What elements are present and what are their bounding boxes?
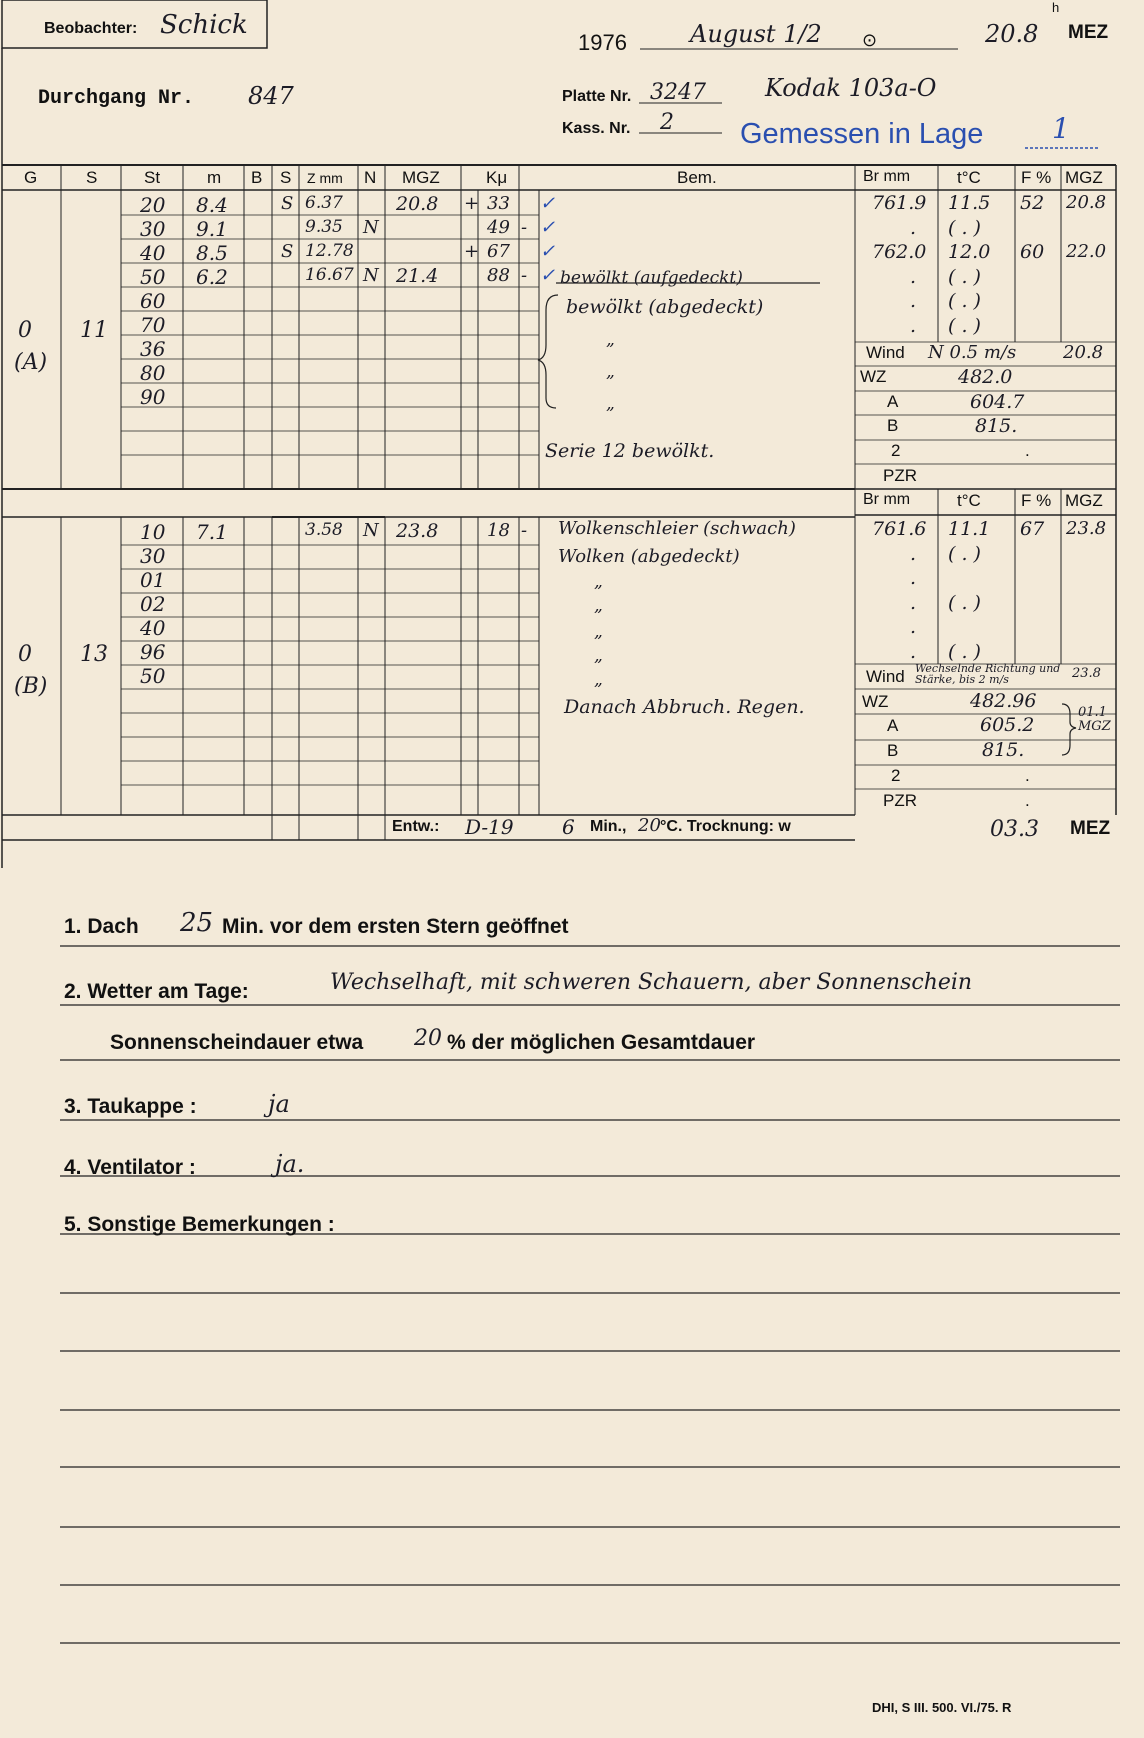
block-b-col-f: F %: [1021, 491, 1052, 510]
note-2b-rest: % der möglichen Gesamtdauer: [447, 1031, 756, 1054]
block-b-g: 0: [18, 642, 32, 667]
block-a-g: 0: [18, 318, 32, 343]
col-mgz2: MGZ: [1065, 168, 1103, 187]
row-k-cell: 18: [487, 520, 510, 541]
block-b-remark-7: „: [594, 670, 603, 690]
weather-br-cell: 761.9: [872, 192, 927, 214]
weather-br-cell: .: [910, 314, 917, 337]
transit-value: 847: [248, 82, 294, 110]
block-b-col-t: t°C: [957, 491, 981, 510]
block-a-s: 11: [80, 318, 108, 343]
block-b-bracket-note: 01.1 MGZ: [1078, 705, 1111, 734]
col-bem: Bem.: [677, 168, 717, 187]
row-st-cell: 02: [140, 592, 166, 616]
row-sign2-cell: -: [521, 520, 528, 541]
weather-br-cell: .: [910, 567, 917, 589]
block-b-b-value: 815.: [982, 739, 1025, 761]
weather-t-cell: ( . ): [948, 265, 981, 288]
block-b-g-sub: (B): [14, 674, 48, 699]
row-m-cell: 6.2: [196, 265, 228, 289]
row-m-cell: 9.1: [196, 217, 228, 241]
note-1-label: 1. Dach: [64, 915, 139, 938]
col-zmm: Z mm: [307, 170, 343, 186]
note-4-value: ja.: [275, 1150, 305, 1178]
row-st-cell: 96: [140, 640, 166, 664]
row-st-cell: 40: [140, 616, 166, 640]
row-k-cell: 67: [487, 241, 510, 262]
row-st-cell: 80: [140, 361, 166, 385]
entw-min: 6: [562, 815, 575, 839]
row-st-cell: 50: [140, 265, 166, 289]
form-code: DHI, S III. 500. VI./75. R: [872, 1700, 1012, 1715]
row-st-cell: 01: [140, 568, 166, 592]
weather-br-cell: .: [910, 591, 917, 614]
plate-film: Kodak 103a-O: [765, 74, 937, 102]
block-a-b-label: B: [887, 416, 899, 435]
block-b-two-value: .: [1025, 766, 1030, 785]
block-a-remark-6: Serie 12 bewölkt.: [545, 440, 715, 462]
block-a-remark-5: „: [606, 394, 615, 414]
note-3-value: ja: [268, 1090, 290, 1118]
block-a-wind-mgz: 20.8: [1063, 342, 1104, 363]
row-sign2-cell: -: [521, 265, 528, 286]
row-st-cell: 20: [140, 193, 166, 217]
block-b-col-br: Br mm: [863, 491, 911, 508]
weather-t-cell: ( . ): [948, 290, 981, 312]
block-a-a-label: A: [887, 392, 899, 411]
note-5-label: 5. Sonstige Bemerkungen :: [64, 1213, 335, 1236]
row-z-cell: 9.35: [305, 217, 343, 237]
row-st-cell: 90: [140, 385, 166, 409]
weather-t-cell: ( . ): [948, 640, 981, 663]
time-unit: h: [1052, 0, 1060, 15]
block-b-remark-5: „: [594, 622, 603, 642]
weather-t-cell: 12.0: [948, 241, 991, 263]
col-m: m: [207, 168, 222, 187]
block-b-pzr-label: PZR: [883, 791, 917, 810]
weather-br-cell: .: [910, 616, 917, 638]
weather-t-cell: ( . ): [948, 542, 981, 565]
block-a-pzr-label: PZR: [883, 466, 917, 485]
col-s: S: [86, 168, 98, 187]
block-b-wz-value: 482.96: [970, 690, 1037, 712]
row-check-cell: ✓: [540, 193, 556, 214]
block-b-two-label: 2: [891, 766, 901, 785]
weather-mgz-cell: 23.8: [1066, 518, 1107, 539]
col-st: St: [144, 168, 161, 187]
weather-br-cell: 761.6: [872, 518, 927, 540]
row-st-cell: 40: [140, 241, 166, 265]
block-a-remark-3: „: [606, 330, 615, 350]
row-m-cell: 7.1: [196, 520, 228, 544]
row-k-cell: 33: [487, 193, 510, 214]
row-sign-cell: +: [464, 193, 480, 214]
entw-temp: 20: [638, 815, 661, 836]
entw-temp-label: °C. Trocknung: w: [660, 818, 791, 835]
col-t: t°C: [957, 168, 981, 187]
note-3-label: 3. Taukappe :: [64, 1095, 197, 1118]
block-a-wind-value: N 0.5 m/s: [928, 342, 1017, 363]
sun-symbol: ⊙: [862, 30, 878, 50]
weather-t-cell: 11.5: [948, 192, 991, 214]
weather-br-cell: .: [910, 640, 917, 663]
row-st-cell: 36: [140, 337, 166, 361]
row-z-cell: 16.67: [305, 265, 354, 285]
block-b-col-mgz: MGZ: [1065, 491, 1103, 510]
weather-t-cell: 11.1: [948, 518, 991, 540]
cassette-value: 2: [660, 110, 674, 135]
row-sign2-cell: -: [521, 217, 528, 238]
end-time: 03.3: [990, 817, 1039, 842]
block-b-pzr-value: .: [1025, 791, 1030, 810]
note-1-rest: Min. vor dem ersten Stern geöffnet: [222, 915, 569, 938]
row-mgz-cell: 23.8: [396, 520, 439, 542]
measured-label: Gemessen in Lage: [740, 118, 984, 150]
block-a-g-sub: (A): [14, 350, 48, 375]
measured-value: 1: [1052, 112, 1070, 145]
plate-label: Platte Nr.: [562, 88, 632, 105]
block-b-wind-label: Wind: [866, 667, 905, 686]
col-kmu: Kμ: [486, 168, 508, 187]
weather-br-cell: .: [910, 290, 917, 312]
weather-f-cell: 60: [1020, 241, 1045, 263]
cassette-label: Kass. Nr.: [562, 120, 631, 137]
row-m-cell: 8.4: [196, 193, 228, 217]
block-b-remark-8: Danach Abbruch. Regen.: [564, 696, 805, 718]
row-st-cell: 60: [140, 289, 166, 313]
row-z-cell: 3.58: [305, 520, 343, 540]
col-n: N: [364, 168, 377, 187]
block-b-wind-value: Wechselnde Richtung und Stärke, bis 2 m/s: [915, 662, 1061, 686]
note-1-value: 25: [180, 908, 214, 938]
transit-label: Durchgang Nr.: [38, 87, 195, 110]
row-s-cell: S: [281, 193, 294, 214]
entw-min-label: Min.,: [590, 818, 627, 835]
end-tz: MEZ: [1070, 818, 1111, 839]
block-b-s: 13: [80, 642, 108, 667]
block-a-two-label: 2: [891, 441, 901, 460]
weather-br-cell: .: [910, 265, 917, 288]
row-n-cell: N: [363, 265, 379, 286]
note-2b-label: Sonnenscheindauer etwa: [110, 1031, 364, 1054]
row-check-cell: ✓: [540, 241, 556, 262]
row-z-cell: 12.78: [305, 241, 354, 261]
block-a-remark-4: „: [606, 362, 615, 382]
row-k-cell: 88: [487, 265, 510, 286]
block-a-remark-1: bewölkt (aufgedeckt): [560, 268, 743, 288]
observer-value: Schick: [160, 10, 248, 40]
entw-label: Entw.:: [392, 818, 440, 835]
weather-f-cell: 67: [1020, 518, 1045, 540]
weather-mgz-cell: 22.0: [1066, 241, 1107, 262]
weather-t-cell: ( . ): [948, 591, 981, 614]
block-b-wz-label: WZ: [862, 692, 889, 711]
row-st-cell: 50: [140, 664, 166, 688]
row-k-cell: 49: [487, 217, 510, 238]
weather-br-cell: 762.0: [872, 241, 927, 263]
block-b-remark-2: Wolken (abgedeckt): [558, 546, 740, 567]
col-f: F %: [1021, 168, 1052, 187]
weather-f-cell: 52: [1020, 192, 1045, 214]
row-m-cell: 8.5: [196, 241, 228, 265]
block-a-wind-label: Wind: [866, 343, 905, 362]
block-b-remark-6: „: [594, 646, 603, 666]
row-st-cell: 10: [140, 520, 166, 544]
row-mgz-cell: 21.4: [396, 265, 439, 287]
row-s-cell: S: [281, 241, 294, 262]
entw-value: D-19: [465, 815, 514, 839]
block-a-two-value: .: [1025, 441, 1030, 460]
row-check-cell: ✓: [540, 217, 556, 238]
row-mgz-cell: 20.8: [396, 193, 439, 215]
row-st-cell: 30: [140, 217, 166, 241]
row-st-cell: 70: [140, 313, 166, 337]
plate-value: 3247: [650, 80, 706, 105]
block-a-a-value: 604.7: [970, 391, 1025, 413]
weather-br-cell: .: [910, 216, 917, 239]
block-b-b-label: B: [887, 741, 899, 760]
col-b: B: [251, 168, 263, 187]
block-a-b-value: 815.: [975, 415, 1018, 437]
note-2-value: Wechselhaft, mit schweren Schauern, aber Sonnenschein: [330, 970, 973, 995]
weather-t-cell: ( . ): [948, 314, 981, 337]
block-b-remark-4: „: [594, 596, 603, 616]
block-b-a-label: A: [887, 716, 899, 735]
block-a-remark-2: bewölkt (abgedeckt): [566, 296, 764, 318]
row-n-cell: N: [363, 217, 379, 238]
note-2-label: 2. Wetter am Tage:: [64, 980, 249, 1003]
row-z-cell: 6.37: [305, 193, 343, 213]
block-b-remark-1: Wolkenschleier (schwach): [558, 518, 796, 539]
block-a-wz-label: WZ: [860, 367, 887, 386]
observer-label: Beobachter:: [44, 20, 138, 37]
weather-t-cell: ( . ): [948, 216, 981, 239]
col-g: G: [24, 168, 38, 187]
weather-mgz-cell: 20.8: [1066, 192, 1107, 213]
time-tz: MEZ: [1068, 22, 1109, 43]
note-2b-value: 20: [414, 1026, 442, 1051]
col-s2: S: [280, 168, 292, 187]
year: 1976: [578, 30, 627, 55]
block-b-a-value: 605.2: [980, 714, 1035, 736]
note-4-label: 4. Ventilator :: [64, 1156, 196, 1179]
block-b-wind-mgz: 23.8: [1072, 666, 1101, 681]
time-value: 20.8: [985, 20, 1039, 48]
date-value: August 1/2: [690, 20, 822, 48]
block-a-wz-value: 482.0: [958, 366, 1013, 388]
row-sign-cell: +: [464, 241, 480, 262]
row-check-cell: ✓: [540, 265, 556, 286]
col-mgz: MGZ: [402, 168, 440, 187]
row-st-cell: 30: [140, 544, 166, 568]
col-br: Br mm: [863, 168, 911, 185]
row-n-cell: N: [363, 520, 379, 541]
block-b-remark-3: „: [594, 572, 603, 592]
weather-br-cell: .: [910, 542, 917, 565]
